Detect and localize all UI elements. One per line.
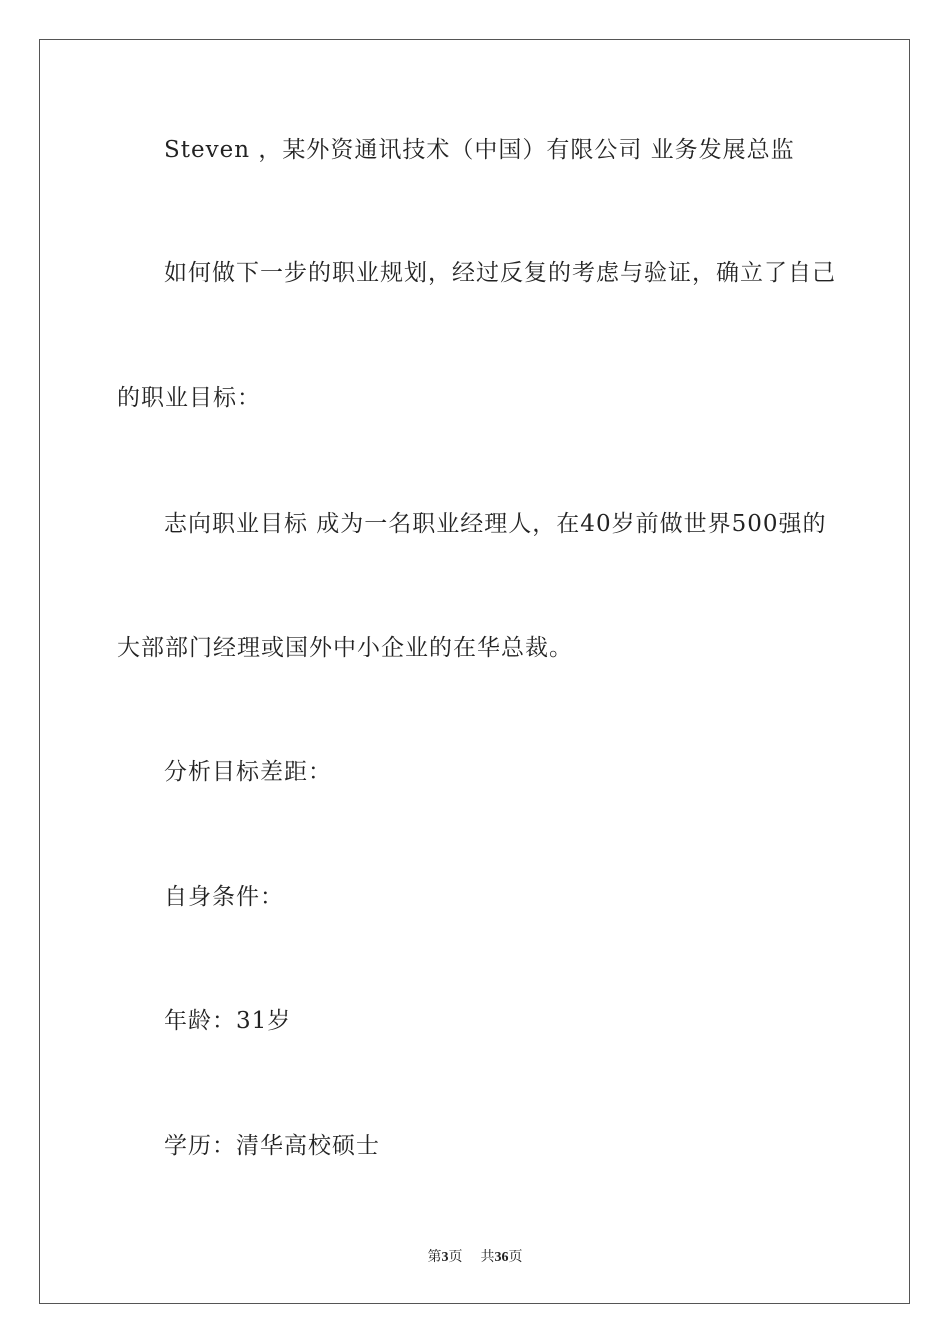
paragraph-line-7: 自身条件： xyxy=(164,884,284,910)
footer-page-suffix: 页 xyxy=(448,1250,463,1265)
footer-total-suffix: 页 xyxy=(508,1250,523,1265)
footer-page-prefix: 第 xyxy=(427,1250,442,1265)
page-border xyxy=(39,39,910,1304)
footer-page-number: 3 xyxy=(441,1250,449,1265)
footer-total-prefix: 共 xyxy=(480,1250,495,1265)
paragraph-line-2: 如何做下一步的职业规划，经过反复的考虑与验证，确立了自己 xyxy=(164,260,836,286)
paragraph-line-5: 大部部门经理或国外中小企业的在华总裁。 xyxy=(117,635,573,661)
footer-total-pages: 36 xyxy=(494,1250,509,1265)
paragraph-line-1: Steven ，某外资通讯技术（中国）有限公司 业务发展总监 xyxy=(164,137,795,163)
paragraph-line-4: 志向职业目标 成为一名职业经理人，在40岁前做世界500强的 xyxy=(164,511,827,537)
paragraph-line-8: 年龄：31岁 xyxy=(164,1008,292,1034)
page-footer xyxy=(0,1246,950,1266)
paragraph-line-9: 学历：清华高校硕士 xyxy=(164,1133,380,1159)
paragraph-line-3: 的职业目标： xyxy=(117,385,261,411)
paragraph-line-6: 分析目标差距： xyxy=(164,759,332,785)
